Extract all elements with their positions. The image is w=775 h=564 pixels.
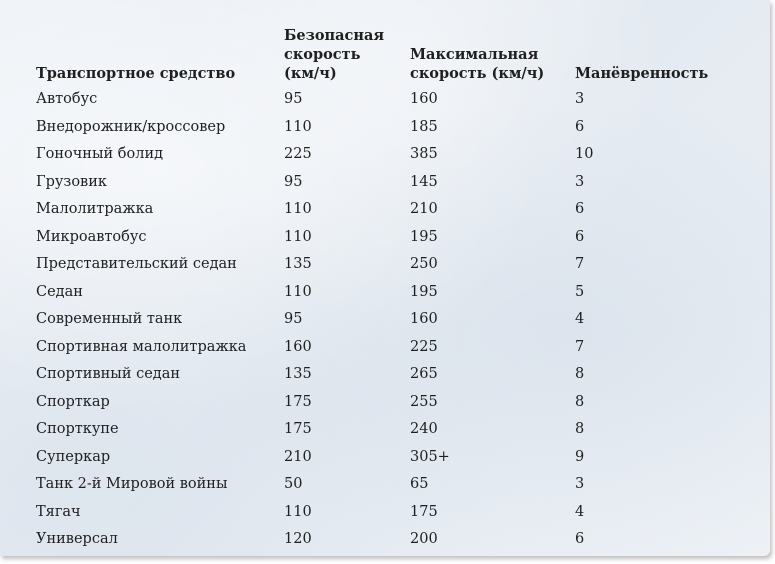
cell-safe-speed: 175 [284, 421, 312, 437]
cell-safe-speed: 50 [284, 476, 303, 492]
table-row [30, 86, 714, 114]
cell-max-speed: 160 [410, 91, 438, 107]
cell-max-speed: 265 [410, 366, 438, 382]
cell-vehicle: Внедорожник/кроссовер [36, 118, 226, 135]
cell-max-speed: 185 [410, 118, 438, 135]
cell-vehicle: Спорткар [36, 393, 110, 410]
table-row [30, 114, 714, 142]
cell-vehicle: Спорткупе [36, 421, 119, 437]
cell-safe-speed: 160 [284, 338, 312, 355]
cell-vehicle: Тягач [36, 503, 81, 520]
table-row [30, 306, 714, 334]
cell-vehicle: Малолитражка [36, 201, 154, 217]
header-max-speed: Максимальная скорость (км/ч) [410, 46, 545, 82]
vehicle-table [30, 26, 714, 554]
cell-vehicle: Гоночный болид [36, 146, 164, 162]
table-row [30, 141, 714, 169]
cell-vehicle: Суперкар [36, 448, 111, 465]
cell-maneuverability: 6 [575, 228, 585, 245]
cell-vehicle: Современный танк [36, 311, 183, 327]
cell-maneuverability: 3 [575, 173, 585, 190]
table-row [30, 196, 714, 224]
cell-vehicle: Грузовик [36, 173, 107, 190]
cell-max-speed: 175 [410, 503, 438, 520]
cell-maneuverability: 3 [575, 476, 585, 492]
cell-vehicle: Универсал [36, 531, 118, 547]
table-row [30, 251, 714, 279]
cell-safe-speed: 110 [284, 283, 312, 300]
header-vehicle: Транспортное средство [36, 65, 236, 82]
table-row [30, 471, 714, 499]
header-safe-speed: Безопасная скорость (км/ч) [284, 27, 385, 82]
cell-max-speed: 305+ [410, 448, 450, 465]
cell-safe-speed: 175 [284, 393, 312, 410]
cell-safe-speed: 95 [284, 311, 303, 327]
cell-safe-speed: 95 [284, 91, 303, 107]
cell-safe-speed: 110 [284, 503, 312, 520]
cell-safe-speed: 110 [284, 118, 312, 135]
table-body [30, 86, 714, 554]
cell-maneuverability: 7 [575, 338, 585, 355]
table-row [30, 416, 714, 444]
cell-max-speed: 385 [410, 146, 438, 162]
table-row [30, 224, 714, 252]
cell-maneuverability: 7 [575, 256, 585, 272]
cell-vehicle: Представительский седан [36, 256, 237, 272]
table-header-row [30, 26, 714, 86]
cell-maneuverability: 6 [575, 118, 585, 135]
cell-safe-speed: 110 [284, 228, 312, 245]
table-row [30, 444, 714, 472]
cell-maneuverability: 6 [575, 201, 585, 217]
cell-max-speed: 250 [410, 256, 438, 272]
cell-max-speed: 195 [410, 228, 438, 245]
cell-maneuverability: 8 [575, 393, 585, 410]
cell-maneuverability: 8 [575, 366, 585, 382]
cell-maneuverability: 6 [575, 531, 585, 547]
cell-maneuverability: 9 [575, 448, 585, 465]
cell-safe-speed: 120 [284, 531, 312, 547]
cell-vehicle: Спортивный седан [36, 366, 181, 382]
cell-max-speed: 255 [410, 393, 438, 410]
cell-max-speed: 195 [410, 283, 438, 300]
table-row [30, 499, 714, 527]
cell-maneuverability: 4 [575, 311, 585, 327]
cell-vehicle: Микроавтобус [36, 228, 147, 245]
cell-max-speed: 65 [410, 476, 429, 492]
cell-max-speed: 200 [410, 531, 438, 547]
cell-max-speed: 160 [410, 311, 438, 327]
cell-vehicle: Автобус [36, 91, 98, 107]
cell-safe-speed: 210 [284, 448, 312, 465]
cell-maneuverability: 10 [575, 146, 594, 162]
table-row [30, 169, 714, 197]
cell-maneuverability: 5 [575, 283, 585, 300]
cell-vehicle: Танк 2-й Мировой войны [36, 476, 228, 492]
cell-safe-speed: 135 [284, 366, 312, 382]
table-row [30, 279, 714, 307]
cell-safe-speed: 135 [284, 256, 312, 272]
cell-safe-speed: 95 [284, 173, 303, 190]
table-row [30, 334, 714, 362]
cell-maneuverability: 8 [575, 421, 585, 437]
cell-safe-speed: 225 [284, 146, 312, 162]
cell-vehicle: Седан [36, 283, 83, 300]
cell-max-speed: 210 [410, 201, 438, 217]
cell-max-speed: 145 [410, 173, 438, 190]
cell-maneuverability: 4 [575, 503, 585, 520]
table-row [30, 361, 714, 389]
cell-max-speed: 240 [410, 421, 438, 437]
cell-safe-speed: 110 [284, 201, 312, 217]
table-row [30, 389, 714, 417]
cell-vehicle: Спортивная малолитражка [36, 338, 247, 355]
cell-maneuverability: 3 [575, 91, 585, 107]
header-maneuverability: Манёвренность [575, 65, 709, 82]
table-row [30, 526, 714, 554]
cell-max-speed: 225 [410, 338, 438, 355]
